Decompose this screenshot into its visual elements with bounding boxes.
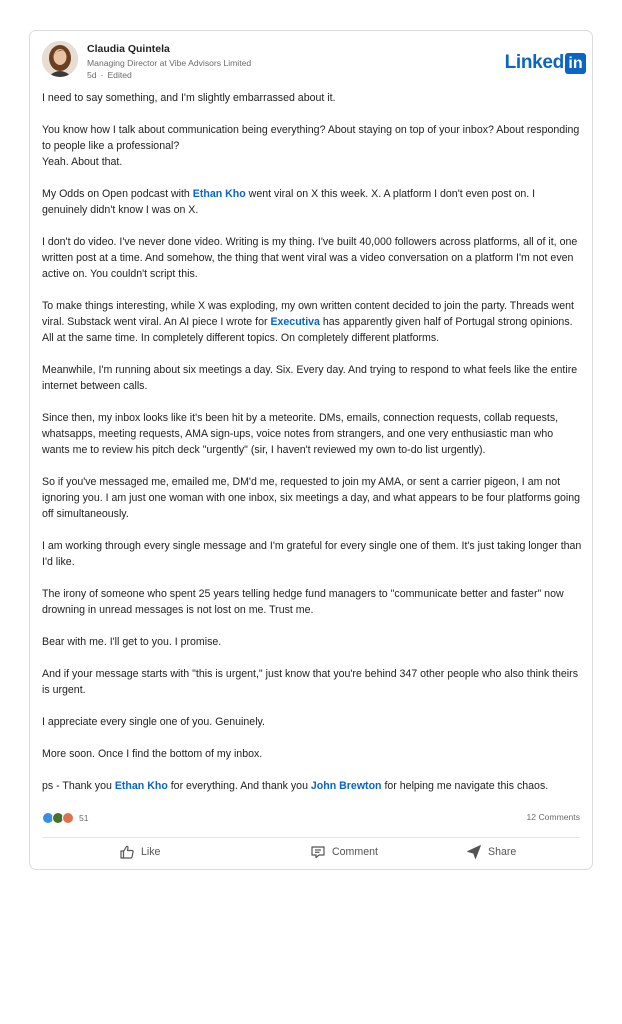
comments-count[interactable]: 12 Comments (526, 812, 580, 822)
separator-dot: · (100, 70, 104, 80)
post-meta (87, 69, 251, 81)
share-label: Share (488, 846, 517, 858)
paragraph-text: You know how I talk about communication being everything? About staying on top of your inbox? About responding to people like a professional? (42, 124, 580, 152)
paragraph (42, 186, 582, 218)
thumbs-up-icon (119, 844, 135, 860)
avatar[interactable] (42, 41, 78, 77)
paragraph: More soon. Once I find the bottom of my inbox. (42, 748, 263, 760)
paragraph (42, 298, 582, 346)
mention-link[interactable]: Executiva (270, 316, 320, 328)
reaction-count: 51 (79, 813, 89, 823)
post-card (29, 30, 593, 870)
paragraph: Since then, my inbox looks like it's been hit by a meteorite. DMs, emails, connection requests, collab requests, whatsapps, meeting requests, AMA sign-ups, voice notes from strangers, and one very enthusiastic man who wants me to review his pitch deck "urgently" (sir, I haven't reviewed my own to-do list urgently). (42, 412, 559, 456)
paragraph: I need to say something, and I'm slightly embarrassed about it. (42, 92, 336, 104)
edited-label: Edited (107, 70, 132, 80)
paragraph: Meanwhile, I'm running about six meetings a day. Six. Every day. And trying to respond to what feels like the entire internet between calls. (42, 364, 578, 392)
post-header (42, 41, 586, 83)
author-headline: Managing Director at Vibe Advisors Limited (87, 58, 252, 68)
paragraph: The irony of someone who spent 25 years telling hedge fund managers to "communicate better and faster" now drowning in unread messages is not lost on me. Trust me. (42, 588, 564, 616)
mention-link[interactable]: Ethan Kho (192, 188, 246, 200)
paragraph: I am working through every single message and I'm grateful for every single one of them. It's just taking longer than I'd like. (42, 540, 582, 568)
mention-link[interactable]: John Brewton (310, 780, 382, 792)
post-body (42, 90, 582, 794)
paragraph-text: ps - Thank you (42, 780, 115, 792)
paragraph-text: for everything. And thank you (167, 780, 311, 792)
mention-link[interactable]: Ethan Kho (114, 780, 168, 792)
like-button[interactable] (119, 844, 160, 860)
divider (42, 837, 580, 838)
paragraph-text: Yeah. About that. (42, 156, 123, 168)
author-block (87, 43, 251, 81)
action-bar (30, 844, 592, 864)
paragraph-text: went viral on X this week. X. A platform I don't even post on. I genuinely didn't know I was on X. (42, 188, 536, 216)
comment-icon (310, 844, 326, 860)
reactions-summary[interactable] (42, 811, 89, 825)
paragraph (42, 778, 582, 794)
like-label: Like (141, 846, 161, 858)
linkedin-logo (505, 52, 586, 74)
paragraph: So if you've messaged me, emailed me, DM'd me, requested to join my AMA, or sent a carrier pigeon, I am not ignoring you. I am just one woman with one inbox, six meetings a day, and what appears to be four platforms going off simultaneously. (42, 476, 581, 520)
paragraph (42, 122, 582, 170)
send-icon (466, 844, 482, 860)
share-button[interactable] (466, 844, 516, 860)
logo-wordmark: Linked (504, 52, 564, 73)
comment-label: Comment (332, 846, 378, 858)
paragraph: And if your message starts with "this is urgent," just know that you're behind 347 other people who also think theirs is urgent. (42, 668, 578, 696)
paragraph: Bear with me. I'll get to you. I promise. (42, 636, 222, 648)
love-reaction-icon (62, 812, 74, 824)
paragraph-text: for helping me navigate this chaos. (381, 780, 549, 792)
author-name[interactable]: Claudia Quintela (87, 43, 170, 55)
paragraph: I appreciate every single one of you. Genuinely. (42, 716, 265, 728)
paragraph: I don't do video. I've never done video. Writing is my thing. I've built 40,000 followers across platforms, all of it, one written post at a time. And somehow, the thing that went viral was a video conversation on a platform I'm not even active on. You couldn't script this. (42, 236, 578, 280)
comment-button[interactable] (310, 844, 378, 860)
paragraph-text: To make things interesting, while X was exploding, my own written content decided to join the party. Threads went viral. Substack went viral. An AI piece I wrote for (42, 300, 574, 328)
paragraph-text: has apparently given half of Portugal strong opinions. All at the same time. In completely different topics. On completely different platforms. (42, 316, 573, 344)
logo-in-box: in (565, 53, 586, 74)
post-time: 5d (87, 70, 97, 80)
paragraph-text: My Odds on Open podcast with (42, 188, 193, 200)
